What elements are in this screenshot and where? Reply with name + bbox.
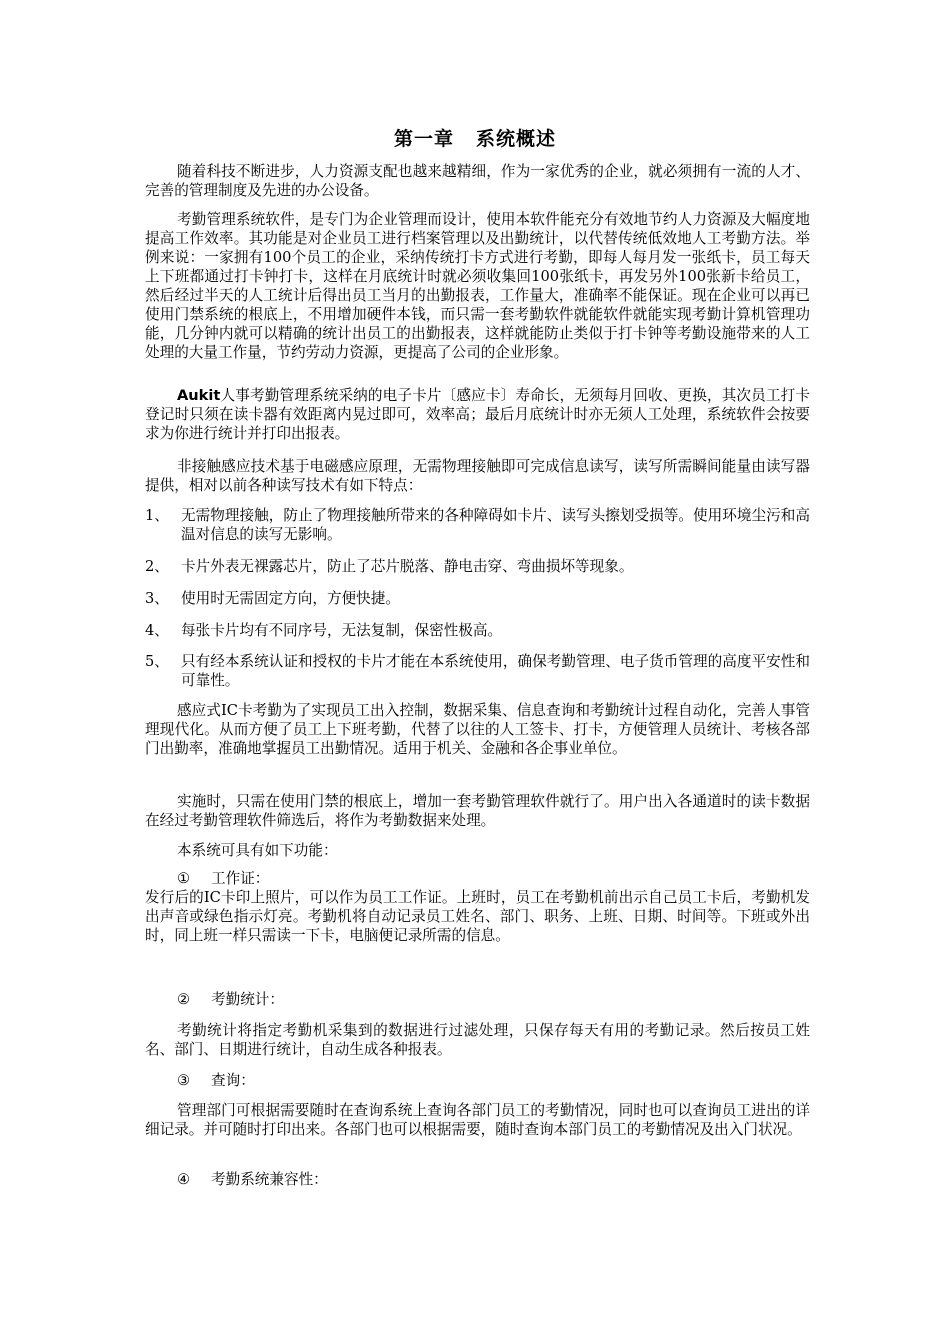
section-heading-compatibility: [177, 1170, 328, 1189]
feature-number: 2、: [145, 558, 169, 575]
chapter-heading: 系统概述: [476, 128, 557, 150]
section-heading-statistics: [177, 990, 284, 1009]
section-heading-work-card: [177, 869, 269, 888]
ic-card-paragraph: 感应式IC卡考勤为了实现员工出入控制，数据采集、信息查询和考勤统计过程自动化，完善人事管理现代化。从而方便了员工上下班考勤，代替了以往的人工签卡、打卡，方便管理人员统计、考核各部门出勤率，准确地掌握员工出勤情况。适用于机关、金融和各企事业单位。: [145, 702, 810, 757]
section-title: 查询：: [211, 1072, 255, 1089]
intro-paragraph-4: 非接触感应技术基于电磁感应原理，无需物理接触即可完成信息读写，读写所需瞬间能量由读写器提供，相对以前各种读写技术有如下特点：: [145, 458, 810, 494]
feature-text: 无需物理接触，防止了物理接触所带来的各种障碍如卡片、读写头擦划受损等。使用环境尘污和高温对信息的读写无影响。: [181, 507, 810, 543]
chapter-number: 第一章: [393, 128, 454, 150]
feature-text: 只有经本系统认证和授权的卡片才能在本系统使用，确保考勤管理、电子货币管理的高度平安性和可靠性。: [181, 653, 810, 689]
intro-paragraph-2: 考勤管理系统软件，是专门为企业管理而设计，使用本软件能充分有效地节约人力资源及大幅度地提高工作效率。其功能是对企业员工进行档案管理以及出勤统计，以代替传统低效地人工考勤方法。举例来说：一家拥有100个员工的企业，采纳传统打卡方式进行考勤，即每人每月发一张纸卡，员工每天上下班都通过打卡钟打卡，这样在月底统计时就必须收集回100张纸卡，再发另外100张新卡给员工，然后经过半天的人工统计后得出员工当月的出勤报表，工作量大，准确率不能保证。现在企业可以再已使用门禁系统的根底上，不用增加硬件本钱，而只需一套考勤软件就能软件就能实现考勤计算机管理功能，几分钟内就可以精确的统计出员工的出勤报表，这样就能防止类似于打卡钟等考勤设施带来的人工处理的大量工作量，节约劳动力资源，更提高了公司的企业形象。: [145, 211, 810, 361]
implementation-paragraph: 实施时，只需在使用门禁的根底上，增加一套考勤管理软件就行了。用户出入各通道时的读卡数据在经过考勤管理软件筛选后，将作为考勤数据来处理。: [145, 793, 810, 829]
section-marker: ①: [177, 870, 191, 887]
brand-name: Aukit: [177, 387, 221, 404]
feature-text: 使用时无需固定方向，方便快捷。: [181, 590, 400, 607]
feature-text: 卡片外表无裸露芯片，防止了芯片脱落、静电击穿、弯曲损坏等现象。: [181, 558, 634, 575]
intro-paragraph-1: 随着科技不断进步，人力资源支配也越来越精细，作为一家优秀的企业，就必须拥有一流的人才、完善的管理制度及先进的办公设备。: [145, 163, 810, 199]
feature-number: 4、: [145, 622, 169, 639]
section-title: 考勤统计：: [211, 991, 284, 1008]
section-title: 考勤系统兼容性：: [211, 1171, 328, 1188]
feature-item: [145, 652, 810, 690]
chapter-title: [0, 124, 950, 151]
feature-number: 1、: [145, 507, 169, 524]
feature-text: 每张卡片均有不同序号，无法复制，保密性极高。: [181, 622, 503, 639]
section-marker: ②: [177, 991, 191, 1008]
section-marker: ④: [177, 1171, 191, 1188]
feature-number: 3、: [145, 590, 169, 607]
feature-item: [145, 621, 810, 640]
feature-item: [145, 506, 810, 544]
feature-item: [145, 557, 810, 576]
section-marker: ③: [177, 1072, 191, 1089]
intro-paragraph-3: Aukit人事考勤管理系统采纳的电子卡片〔感应卡〕寿命长，无须每月回收、更换，其次员工打卡登记时只须在读卡器有效距离内晃过即可，效率高；最后月底统计时亦无须人工处理，系统软件会按要求为你进行统计并打印出报表。: [145, 387, 810, 442]
work-card-paragraph: 发行后的IC卡印上照片，可以作为员工工作证。上班时，员工在考勤机前出示自己员工卡后，考勤机发出声音或绿色指示灯亮。考勤机将自动记录员工姓名、部门、职务、上班、日期、时间等。下班或外出时，同上班一样只需读一下卡，电脑便记录所需的信息。: [145, 889, 810, 944]
section-heading-query: [177, 1071, 255, 1090]
functions-intro: 本系统可具有如下功能：: [177, 842, 338, 859]
feature-number: 5、: [145, 653, 169, 670]
feature-item: [145, 589, 810, 608]
section-title: 工作证：: [211, 870, 270, 887]
query-paragraph: 管理部门可根据需要随时在查询系统上查询各部门员工的考勤情况，同时也可以查询员工进出的详细记录。并可随时打印出来。各部门也可以根据需要，随时查询本部门员工的考勤情况及出入门状况。: [145, 1102, 810, 1138]
statistics-paragraph: 考勤统计将指定考勤机采集到的数据进行过滤处理，只保存每天有用的考勤记录。然后按员工姓名、部门、日期进行统计，自动生成各种报表。: [145, 1022, 810, 1058]
